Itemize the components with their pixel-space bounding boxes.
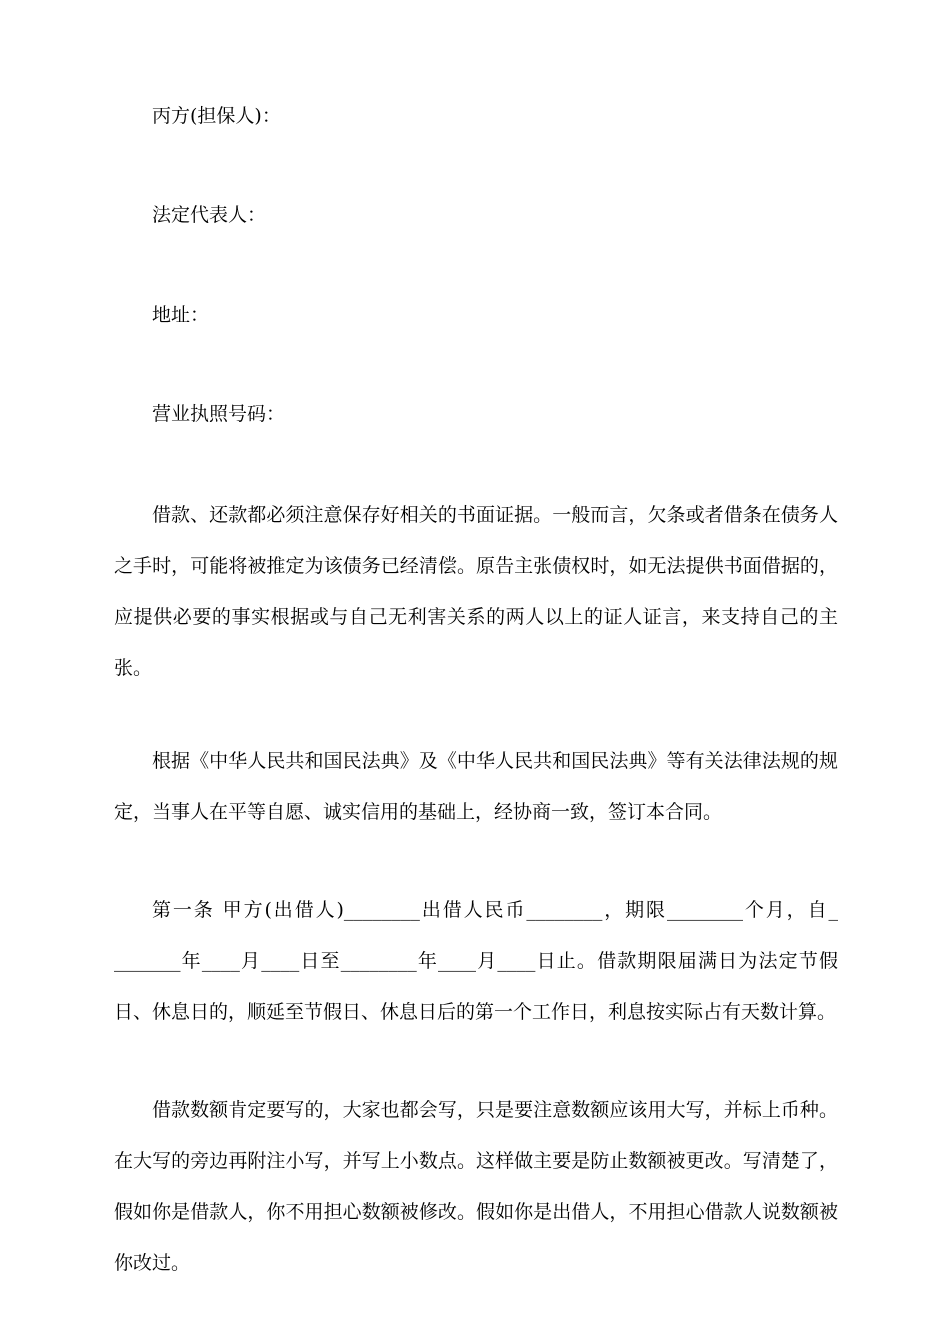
amount-note-paragraph: 借款数额肯定要写的，大家也都会写，只是要注意数额应该用大写，并标上币种。在大写的旁边再附注小写，并写上小数点。这样做主要是防止数额被更改。写清楚了，假如你是借款人，你不用担心数额被修改。假如你是出借人，不用担心借款人说数额被你改过。 <box>114 1099 838 1274</box>
evidence-paragraph: 借款、还款都必须注意保存好相关的书面证据。一般而言，欠条或者借条在债务人之手时，可能将被推定为该债务已经清偿。原告主张债权时，如无法提供书面借据的，应提供必要的事实根据或与自己无利害关系的两人以上的证人证言，来支持自己的主张。 <box>114 504 838 679</box>
legal-basis-paragraph: 根据《中华人民共和国民法典》及《中华人民共和国民法典》等有关法律法规的规定，当事人在平等自愿、诚实信用的基础上，经协商一致，签订本合同。 <box>114 750 838 823</box>
address-label: 地址： <box>152 304 210 326</box>
business-license-label: 营业执照号码： <box>152 403 286 425</box>
legal-representative-label: 法定代表人： <box>152 204 267 226</box>
article-one-paragraph: 第一条 甲方(出借人)________出借人民币________，期限________个月，自_ _______年____月____日至________年____月____日止。借款期限届满日为法定节假日、休息日的，顺延至节假日、休息日后的第一个工作日，利息按实际占有天数计算。 <box>114 899 838 1023</box>
guarantor-party-label: 丙方(担保人)： <box>152 105 281 127</box>
